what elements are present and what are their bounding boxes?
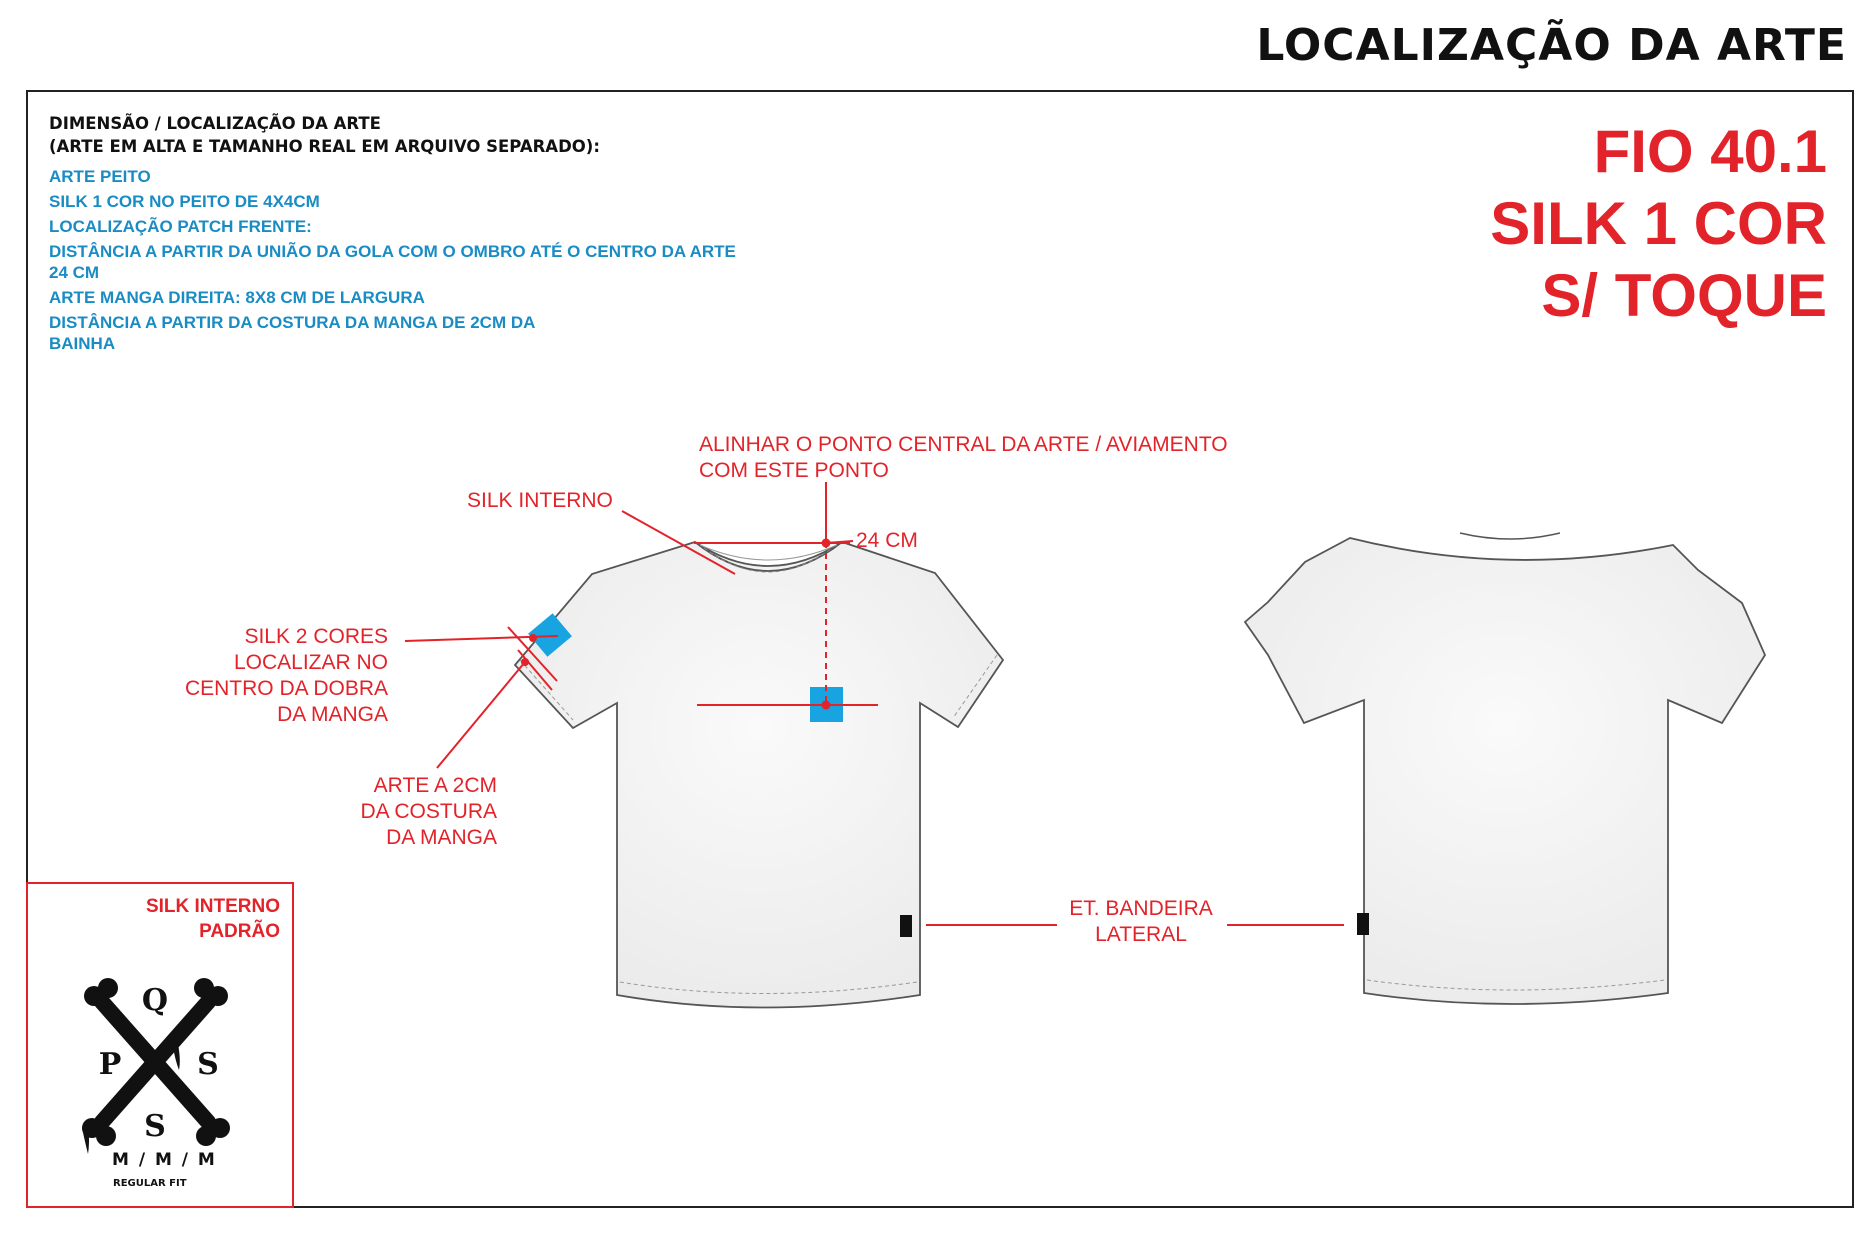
silk2-note-line-1: SILK 2 CORES — [244, 625, 388, 648]
back-tshirt-body — [1245, 538, 1765, 1004]
logo-letter-s-bottom: S — [144, 1109, 166, 1144]
arte-2cm-note — [360, 773, 497, 851]
flag-note-line-1: ET. BANDEIRA — [1069, 897, 1213, 920]
back-tshirt — [1245, 533, 1765, 1004]
inner-label-size: M / M / M — [112, 1150, 217, 1170]
arte2-note-line-2: DA COSTURA — [360, 800, 497, 823]
spec-line: DISTÂNCIA A PARTIR DA COSTURA DA MANGA DE 2CM DA — [49, 313, 536, 332]
silk2-note-line-2: LOCALIZAR NO — [233, 651, 388, 674]
arte2-leader — [437, 662, 525, 768]
front-tshirt-body — [515, 542, 1003, 1008]
spec-line: ARTE PEITO — [49, 167, 151, 186]
sleeve-point-bottom — [521, 658, 529, 666]
logo-ink-drip — [173, 1044, 180, 1070]
logo-bone-knob — [98, 978, 118, 998]
logo-bone-knob — [208, 986, 228, 1006]
align-center-note — [699, 432, 1228, 484]
back-neck — [1460, 533, 1560, 539]
spec-heading-line-1: DIMENSÃO / LOCALIZAÇÃO DA ARTE — [49, 114, 381, 133]
spec-heading-line-2: (ARTE EM ALTA E TAMANHO REAL EM ARQUIVO SEPARADO): — [49, 137, 600, 156]
inner-label-title-line-2: PADRÃO — [199, 921, 280, 942]
sleeve-point-top — [529, 634, 537, 642]
distance-note: 24 CM — [856, 529, 918, 552]
arte2-note-line-1: ARTE A 2CM — [373, 774, 497, 797]
center-point-top — [822, 539, 831, 548]
spec-line: 24 CM — [49, 263, 100, 282]
logo-letter-p: P — [98, 1047, 122, 1082]
logo-letter-s-right: S — [197, 1047, 219, 1082]
front-side-flag-label — [900, 915, 912, 937]
spec-line: DISTÂNCIA A PARTIR DA UNIÃO DA GOLA COM O OMBRO ATÉ O CENTRO DA ARTE — [49, 242, 736, 261]
logo-bone-knob — [210, 1118, 230, 1138]
process-line-1: FIO 40.1 — [1593, 118, 1827, 185]
flag-note-line-2: LATERAL — [1095, 923, 1187, 946]
spec-line: ARTE MANGA DIREITA: 8X8 CM DE LARGURA — [49, 288, 425, 307]
logo-letter-q: Q — [141, 983, 169, 1018]
process-line-2: SILK 1 COR — [1490, 190, 1827, 257]
front-tshirt — [515, 542, 1003, 1008]
page-title: LOCALIZAÇÃO DA ARTE — [1256, 20, 1847, 71]
side-flag-label-note — [1041, 896, 1241, 948]
silk-interno-note: SILK INTERNO — [467, 489, 613, 512]
spec-line: LOCALIZAÇÃO PATCH FRENTE: — [49, 217, 312, 236]
process-line-3: S/ TOQUE — [1541, 262, 1827, 329]
inner-silk-label-box — [26, 882, 294, 1208]
silk2-note-line-3: CENTRO DA DOBRA — [184, 677, 388, 700]
align-note-line-2: COM ESTE PONTO — [699, 459, 889, 482]
silk2-note-line-4: DA MANGA — [277, 703, 388, 726]
align-note-line-1: ALINHAR O PONTO CENTRAL DA ARTE / AVIAMENTO — [699, 433, 1228, 456]
inner-label-fit: REGULAR FIT — [113, 1178, 187, 1189]
silk-2-cores-note — [185, 624, 388, 728]
arte2-note-line-3: DA MANGA — [386, 826, 497, 849]
back-side-flag-label — [1357, 913, 1369, 935]
logo-bone-knob — [96, 1126, 116, 1146]
center-point-chest — [822, 701, 831, 710]
inner-label-title-line-1: SILK INTERNO — [145, 896, 280, 917]
spec-line: SILK 1 COR NO PEITO DE 4X4CM — [49, 192, 320, 211]
spec-line: BAINHA — [49, 334, 116, 353]
